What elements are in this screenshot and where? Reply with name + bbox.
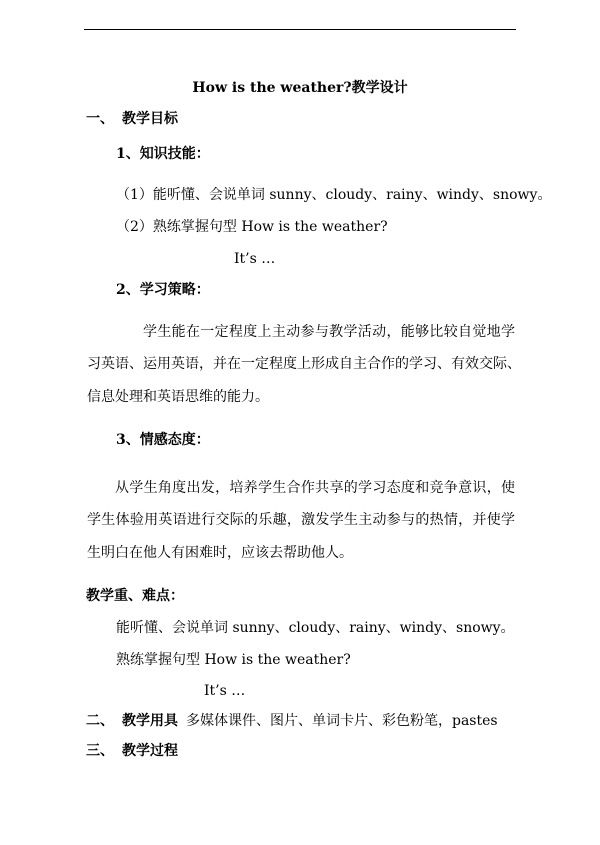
section3-number: 三、: [86, 743, 114, 759]
attitude-line-1: 从学生角度出发，培养学生合作共享的学习态度和竞争意识，使: [115, 480, 515, 496]
attitude-line-2: 学生体验用英语进行交际的乐趣，激发学生主动参与的热情，并使学: [87, 512, 515, 528]
section2-number: 二、: [86, 713, 114, 729]
keypoints-line-2: 熟练掌握句型 How is the weather?: [116, 652, 351, 668]
knowledge-heading: 1、知识技能：: [116, 146, 210, 162]
knowledge-item-2: （2）熟练掌握句型 How is the weather?: [116, 219, 388, 235]
document-title: How is the weather?教学设计: [192, 80, 408, 96]
knowledge-item-3: It’s …: [234, 251, 276, 267]
keypoints-heading: 教学重、难点：: [86, 588, 184, 604]
header-rule: [84, 29, 516, 30]
knowledge-item-1: （1）能听懂、会说单词 sunny、cloudy、rainy、windy、snowy。: [116, 187, 552, 203]
attitude-heading: 3、情感态度：: [116, 432, 210, 448]
strategy-heading: 2、学习策略：: [116, 282, 210, 298]
section3-heading: 教学过程: [122, 743, 178, 759]
strategy-line-1: 学生能在一定程度上主动参与教学活动，能够比较自觉地学: [143, 324, 515, 340]
keypoints-line-1: 能听懂、会说单词 sunny、cloudy、rainy、windy、snowy。: [116, 620, 515, 636]
attitude-line-3: 生明白在他人有困难时，应该去帮助他人。: [87, 545, 353, 561]
section2-content: 多媒体课件、图片、单词卡片、彩色粉笔，pastes: [186, 713, 498, 729]
section2-heading: 教学用具: [122, 713, 178, 729]
section1-number: 一、: [86, 111, 114, 127]
strategy-line-2: 习英语、运用英语，并在一定程度上形成自主合作的学习、有效交际、: [87, 356, 521, 372]
keypoints-line-3: It’s …: [204, 683, 246, 699]
section1-heading: 教学目标: [122, 111, 178, 127]
strategy-line-3: 信息处理和英语思维的能力。: [87, 389, 269, 405]
